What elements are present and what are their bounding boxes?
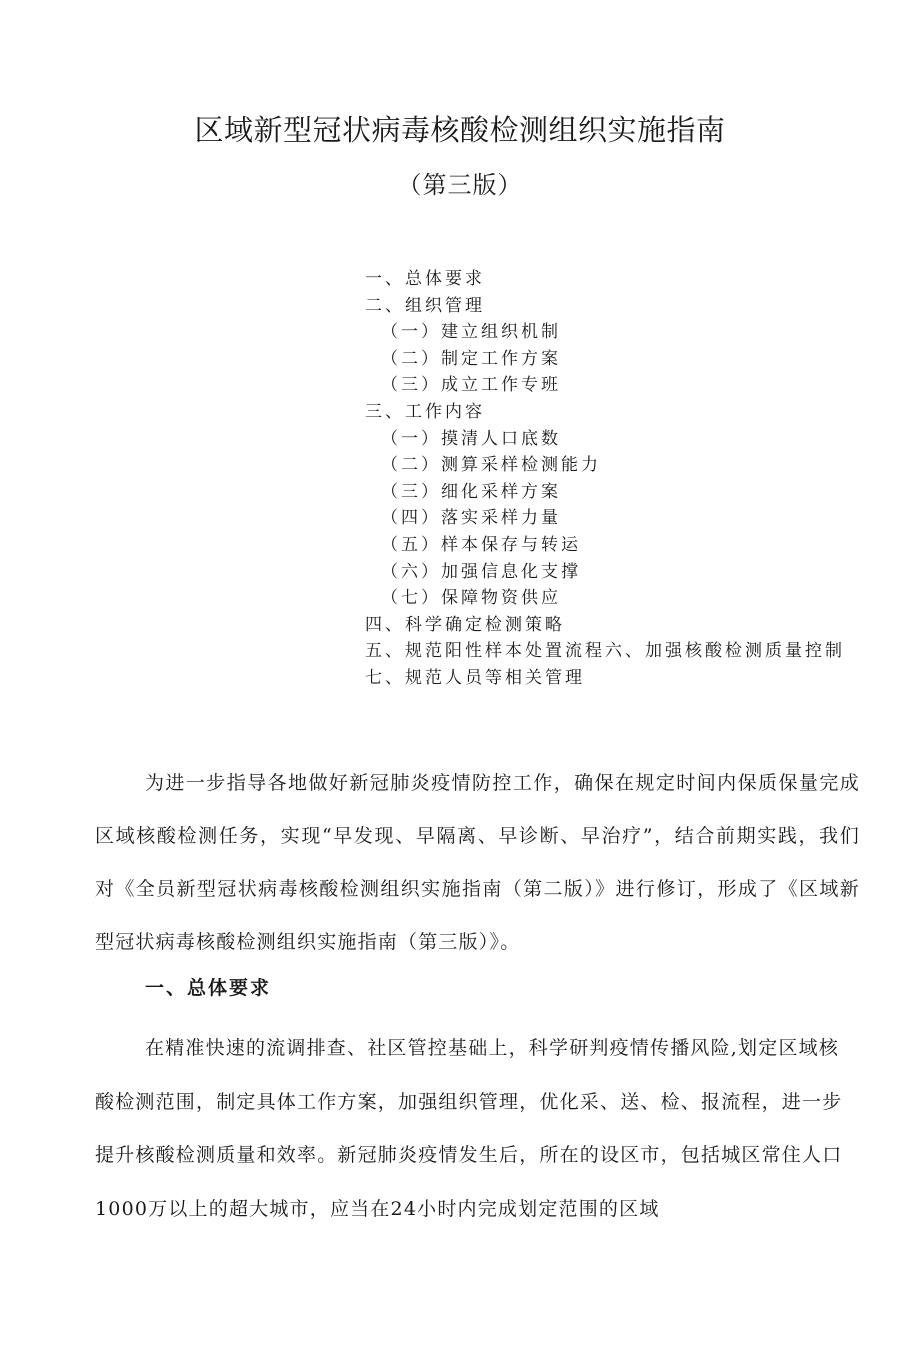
toc-item: 五、规范阳性样本处置流程六、加强核酸检测质量控制七、规范人员等相关管理 <box>365 641 845 689</box>
toc-subitem: （一）摸清人口底数 <box>381 428 561 449</box>
toc-subitem: （六）加强信息化支撑 <box>381 561 581 582</box>
toc-subitem: （四）落实采样力量 <box>381 508 561 529</box>
document-subtitle: （第三版） <box>397 171 523 199</box>
document-title: 区域新型冠状病毒核酸检测组织实施指南 <box>194 113 726 147</box>
table-of-contents <box>365 266 885 692</box>
toc-subitem: （七）保障物资供应 <box>381 588 561 609</box>
toc-subitem: （五）样本保存与转运 <box>381 534 581 555</box>
toc-subitem: （三）细化采样方案 <box>381 481 561 502</box>
toc-item: 二、组织管理 <box>365 295 485 316</box>
toc-item: 四、科学确定检测策略 <box>365 614 565 635</box>
toc-subitem: （二）测算采样检测能力 <box>381 455 601 476</box>
toc-subitem: （二）制定工作方案 <box>381 348 561 369</box>
intro-paragraph: 为进一步指导各地做好新冠肺炎疫情防控工作，确保在规定时间内保质保量完成区域核酸检测任务，实现“早发现、早隔离、早诊断、早治疗”，结合前期实践，我们对《全员新型冠状病毒核酸检测组织实施指南（第二版）》进行修订，形成了《区域新型冠状病毒核酸检测组织实施指南（第三版）》。 <box>95 772 860 953</box>
toc-subitem: （一）建立组织机制 <box>381 322 561 343</box>
toc-item: 一、总体要求 <box>365 269 485 289</box>
section-heading: 一、总体要求 <box>145 977 272 999</box>
toc-subitem: （三）成立工作专班 <box>381 375 561 396</box>
section-paragraph: 在精准快速的流调排查、社区管控基础上，科学研判疫情传播风险,划定区域核酸检测范围，制定具体工作方案，加强组织管理，优化采、送、检、报流程，进一步提升核酸检测质量和效率。新冠肺炎疫情发生后，所在的设区市，包括城区常住人口1000万以上的超大城市，应当在24小时内完成划定范围的区域 <box>95 1037 843 1220</box>
toc-item: 三、工作内容 <box>365 401 485 422</box>
